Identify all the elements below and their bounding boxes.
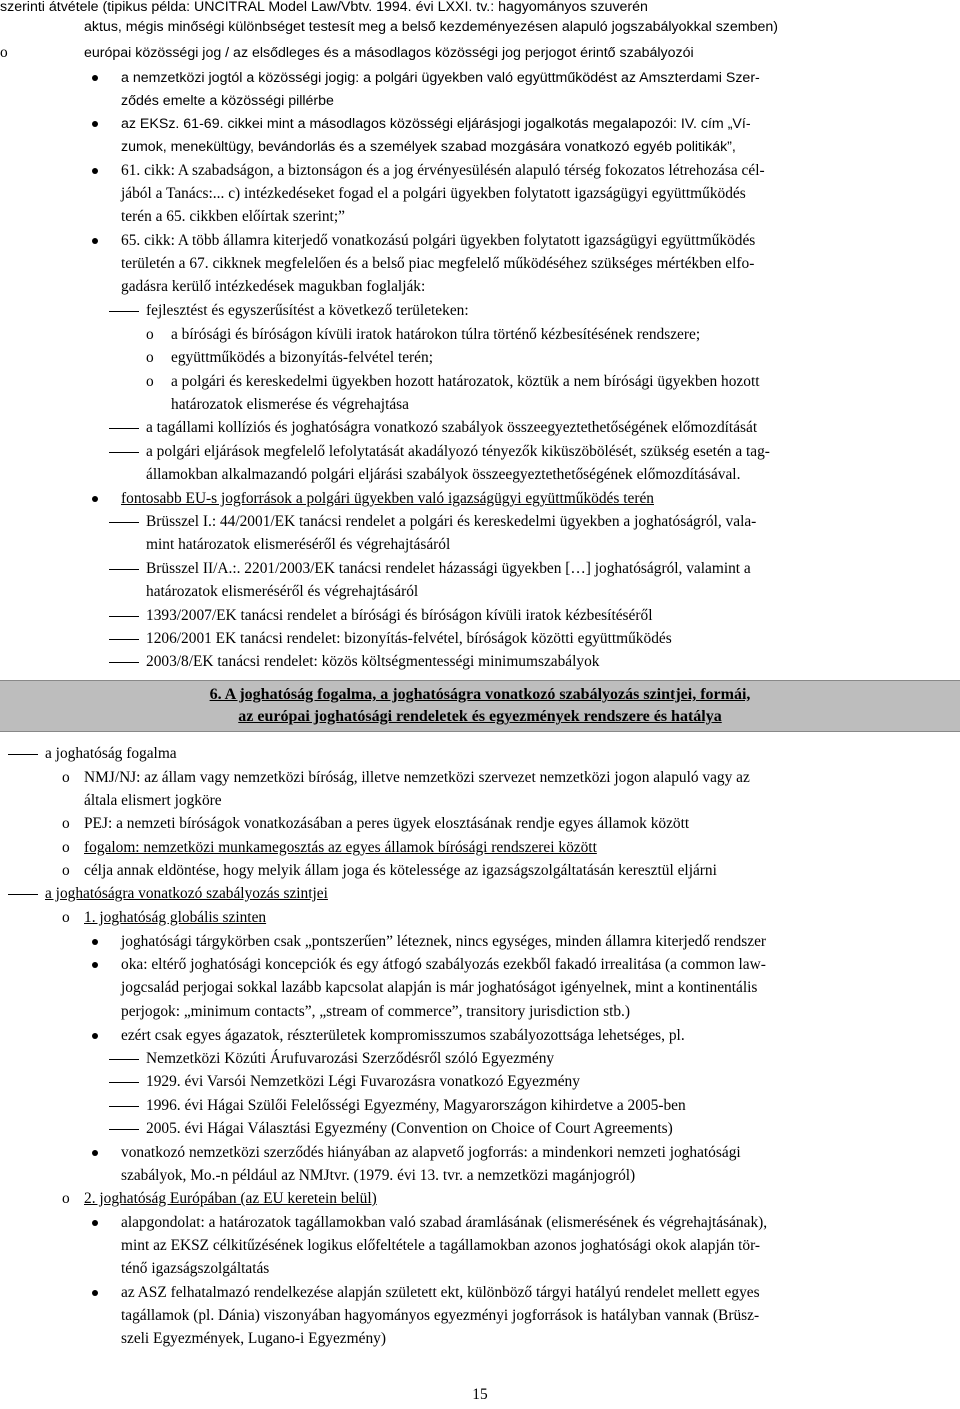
circle-bullet-icon: o bbox=[146, 349, 154, 366]
text-line: perjogok: „minimum contacts”, „stream of commerce”, transitory jurisdiction stb.) bbox=[121, 1003, 631, 1020]
section-heading bbox=[0, 680, 960, 732]
bullet-icon bbox=[92, 1033, 98, 1039]
text-line: célja annak eldöntése, hogy melyik állam joga és kötelessége az igazságszolgáltatásán keresztül eljárni bbox=[84, 862, 717, 879]
text-line: 65. cikk: A több államra kiterjedő vonatkozású polgári ügyekben folytatott igazságügyi együttműködés bbox=[121, 232, 756, 249]
text-line: a polgári eljárások megfelelő lefolytatását akadályozó tényezők kiküszöbölését, szükség esetén a tag- bbox=[146, 443, 770, 460]
text-line: a polgári és kereskedelmi ügyekben hozott határozatok, köztük a nem bírósági ügyekben hozott bbox=[171, 373, 760, 390]
text-line: ténő igazságszolgáltatás bbox=[121, 1260, 270, 1277]
dash-bullet-icon bbox=[109, 616, 139, 617]
text-line: az ASZ felhatalmazó rendelkezése alapján született ekt, különböző tárgyi hatályú rendelet mellett egyes bbox=[121, 1284, 760, 1301]
dash-bullet-icon bbox=[109, 569, 139, 570]
text-line: 2. joghatóság Európában (az EU keretein belül) bbox=[84, 1190, 377, 1207]
bullet-icon bbox=[92, 75, 98, 81]
text-line: 1393/2007/EK tanácsi rendelet a bírósági és bíróságon kívüli iratok kézbesítéséről bbox=[146, 607, 653, 624]
bullet-icon bbox=[92, 1290, 98, 1296]
bullet-icon bbox=[92, 121, 98, 127]
circle-bullet-icon: o bbox=[0, 44, 8, 61]
dash-bullet-icon bbox=[109, 1106, 139, 1107]
text-line: európai közösségi jog / az elsődleges és a másodlagos közösségi jog perjogot érintő szabályozói bbox=[84, 45, 694, 61]
text-line: általa elismert jogköre bbox=[84, 792, 222, 809]
text-line: a nemzetközi jogtól a közösségi jogig: a polgári ügyekben való együttműködést az Amszterdami Szer- bbox=[121, 70, 760, 86]
text-line: ezért csak egyes ágazatok, részterületek kompromisszumos szabályozottsága lehetséges, pl. bbox=[121, 1027, 685, 1044]
dash-bullet-icon bbox=[109, 1129, 139, 1130]
text-line: aktus, mégis minőségi különbséget testesít meg a belső kezdeményezésen alapuló jogszabályokkal szemben) bbox=[84, 19, 778, 35]
text-line: határozatok elismerése és végrehajtása bbox=[171, 396, 410, 413]
text-line: terén a 65. cikkben előírtak szerint;” bbox=[121, 208, 345, 225]
text-line: a tagállami kollíziós és joghatóságra vonatkozó szabályok összeegyeztethetőségének előmozdítását bbox=[146, 419, 758, 436]
dash-bullet-icon bbox=[109, 452, 139, 453]
text-line: együttműködés a bizonyítás-felvétel terén; bbox=[171, 349, 433, 366]
dash-bullet-icon bbox=[109, 639, 139, 640]
text-line: államokban alkalmazandó polgári eljárási szabályok összeegyeztethetőségének előmozdításával. bbox=[146, 466, 741, 483]
section-heading-line-2: az európai joghatósági rendeletek és egyezmények rendszere és hatálya bbox=[238, 708, 722, 725]
text-line: szabályok, Mo.-n például az NMJtvr. (1979. évi 13. tvr. a nemzetközi magánjogról) bbox=[121, 1167, 636, 1184]
circle-bullet-icon: o bbox=[62, 1190, 70, 1207]
text-line: vonatkozó nemzetközi szerződés hiányában az alapvető jogforrás: a mindenkori nemzeti joghatósági bbox=[121, 1144, 741, 1161]
dash-bullet-icon bbox=[109, 428, 139, 429]
circle-bullet-icon: o bbox=[62, 815, 70, 832]
circle-bullet-icon: o bbox=[146, 373, 154, 390]
bullet-icon bbox=[92, 238, 98, 244]
bullet-icon bbox=[92, 1220, 98, 1226]
text-line: 1929. évi Varsói Nemzetközi Légi Fuvarozásra vonatkozó Egyezmény bbox=[146, 1073, 580, 1090]
circle-bullet-icon: o bbox=[62, 862, 70, 879]
circle-bullet-icon: o bbox=[62, 769, 70, 786]
page-number: 15 bbox=[472, 1386, 488, 1403]
text-line: fejlesztést és egyszerűsítést a következő területeken: bbox=[146, 302, 469, 319]
text-line: területén a 67. cikknek megfelelően és a belső piac megfelelő működéséhez szükséges mértékben elfo- bbox=[121, 255, 755, 272]
text-line: gadásra kerülő intézkedések magukban foglalják: bbox=[121, 278, 426, 295]
text-line: a joghatóság fogalma bbox=[45, 745, 177, 762]
text-line: Brüsszel I.: 44/2001/EK tanácsi rendelet a polgári és kereskedelmi ügyekben a joghatóságról, vala- bbox=[146, 513, 757, 530]
bullet-icon bbox=[92, 939, 98, 945]
text-line: zumok, menekültügy, bevándorlás és a személyek szabad mozgására vonatkozó egyéb politikák”, bbox=[121, 139, 736, 155]
text-line: a joghatóságra vonatkozó szabályozás szintjei bbox=[45, 885, 328, 902]
text-line: 1996. évi Hágai Szülői Felelősségi Egyezmény, Magyarországon kihirdetve a 2005-ben bbox=[146, 1097, 686, 1114]
circle-bullet-icon: o bbox=[146, 326, 154, 343]
bullet-icon bbox=[92, 962, 98, 968]
circle-bullet-icon: o bbox=[62, 909, 70, 926]
text-line: Nemzetközi Közúti Árufuvarozási Szerződésről szóló Egyezmény bbox=[146, 1050, 555, 1067]
text-line: 61. cikk: A szabadságon, a biztonságon és a jog érvényesülésén alapuló térség fokozatos létrehozása cél- bbox=[121, 162, 765, 179]
bullet-icon bbox=[92, 1150, 98, 1156]
text-line: 2003/8/EK tanácsi rendelet: közös költségmentességi minimumszabályok bbox=[146, 653, 600, 670]
text-line: szeli Egyezmények, Lugano-i Egyezmény) bbox=[121, 1330, 386, 1347]
text-line: a bírósági és bíróságon kívüli iratok határokon túlra történő kézbesítésének rendszere; bbox=[171, 326, 701, 343]
dash-bullet-icon bbox=[109, 1059, 139, 1060]
text-line: ződés emelte a közösségi pillérbe bbox=[121, 93, 334, 109]
dash-bullet-icon bbox=[109, 522, 139, 523]
text-line: mint az EKSZ célkitűzésének logikus előfeltétele a tagállamokban azonos joghatósági okok alapján tör- bbox=[121, 1237, 761, 1254]
dash-bullet-icon bbox=[8, 894, 38, 895]
text-line: joghatósági tárgykörben csak „pontszerűen” léteznek, nincs egységes, minden államra kiterjedő rendszer bbox=[121, 933, 767, 950]
text-line: oka: eltérő joghatósági koncepciók és egy átfogó szabályozás ezekből fakadó irrealitása (a common law- bbox=[121, 956, 766, 973]
dash-bullet-icon bbox=[109, 1082, 139, 1083]
text-line: jogcsalád perjogai sokkal lazább kapcsolat alapján is már joghatóságot igényelnek, mint a kontinentális bbox=[121, 979, 758, 996]
text-line: PEJ: a nemzeti bíróságok vonatkozásában a peres ügyek elosztásának rendje egyes államok között bbox=[84, 815, 690, 832]
text-line: határozatok elismeréséről és végrehajtásáról bbox=[146, 583, 419, 600]
dash-bullet-icon bbox=[8, 754, 38, 755]
bullet-icon bbox=[92, 168, 98, 174]
circle-bullet-icon: o bbox=[62, 839, 70, 856]
section-heading-line-1: 6. A joghatóság fogalma, a joghatóságra vonatkozó szabályozás szintjei, formái, bbox=[209, 686, 751, 703]
text-line: jából a Tanács:... c) intézkedéseket fogad el a polgári ügyekben folytatott igazságügyi együttműködés bbox=[121, 185, 746, 202]
text-line: szerinti átvétele (tipikus példa: UNCITRAL Model Law/Vbtv. 1994. évi LXXI. tv.: hagyományos szuverén bbox=[0, 0, 648, 15]
text-line: Brüsszel II/A.:. 2201/2003/EK tanácsi rendelet házassági ügyekben […] joghatóságról, valamint a bbox=[146, 560, 751, 577]
bullet-icon bbox=[92, 496, 98, 502]
text-line: 2005. évi Hágai Választási Egyezmény (Convention on Choice of Court Agreements) bbox=[146, 1120, 673, 1137]
text-line: fogalom: nemzetközi munkamegosztás az egyes államok bírósági rendszerei között bbox=[84, 839, 597, 856]
text-line: NMJ/NJ: az állam vagy nemzetközi bíróság, illetve nemzetközi szervezet nemzetközi jogon alapuló vagy az bbox=[84, 769, 750, 786]
text-line: mint határozatok elismeréséről és végrehajtásáról bbox=[146, 536, 451, 553]
dash-bullet-icon bbox=[109, 311, 139, 312]
text-line: 1. joghatóság globális szinten bbox=[84, 909, 267, 926]
text-line: alapgondolat: a határozatok tagállamokban való szabad áramlásának (elismerésének és végrehajtásának), bbox=[121, 1214, 768, 1231]
dash-bullet-icon bbox=[109, 662, 139, 663]
text-line: fontosabb EU-s jogforrások a polgári ügyekben való igazságügyi együttműködés terén bbox=[121, 490, 654, 507]
text-line: az EKSz. 61-69. cikkei mint a másodlagos közösségi eljárásjogi jogalkotás megalapozói: IV. cím „Ví- bbox=[121, 116, 751, 132]
text-line: tagállamok (pl. Dánia) viszonyában hagyományos egyezményi jogforrások is hatályban vannak (Brüsz- bbox=[121, 1307, 760, 1324]
text-line: 1206/2001 EK tanácsi rendelet: bizonyítás-felvétel, bíróságok közötti együttműködés bbox=[146, 630, 672, 647]
